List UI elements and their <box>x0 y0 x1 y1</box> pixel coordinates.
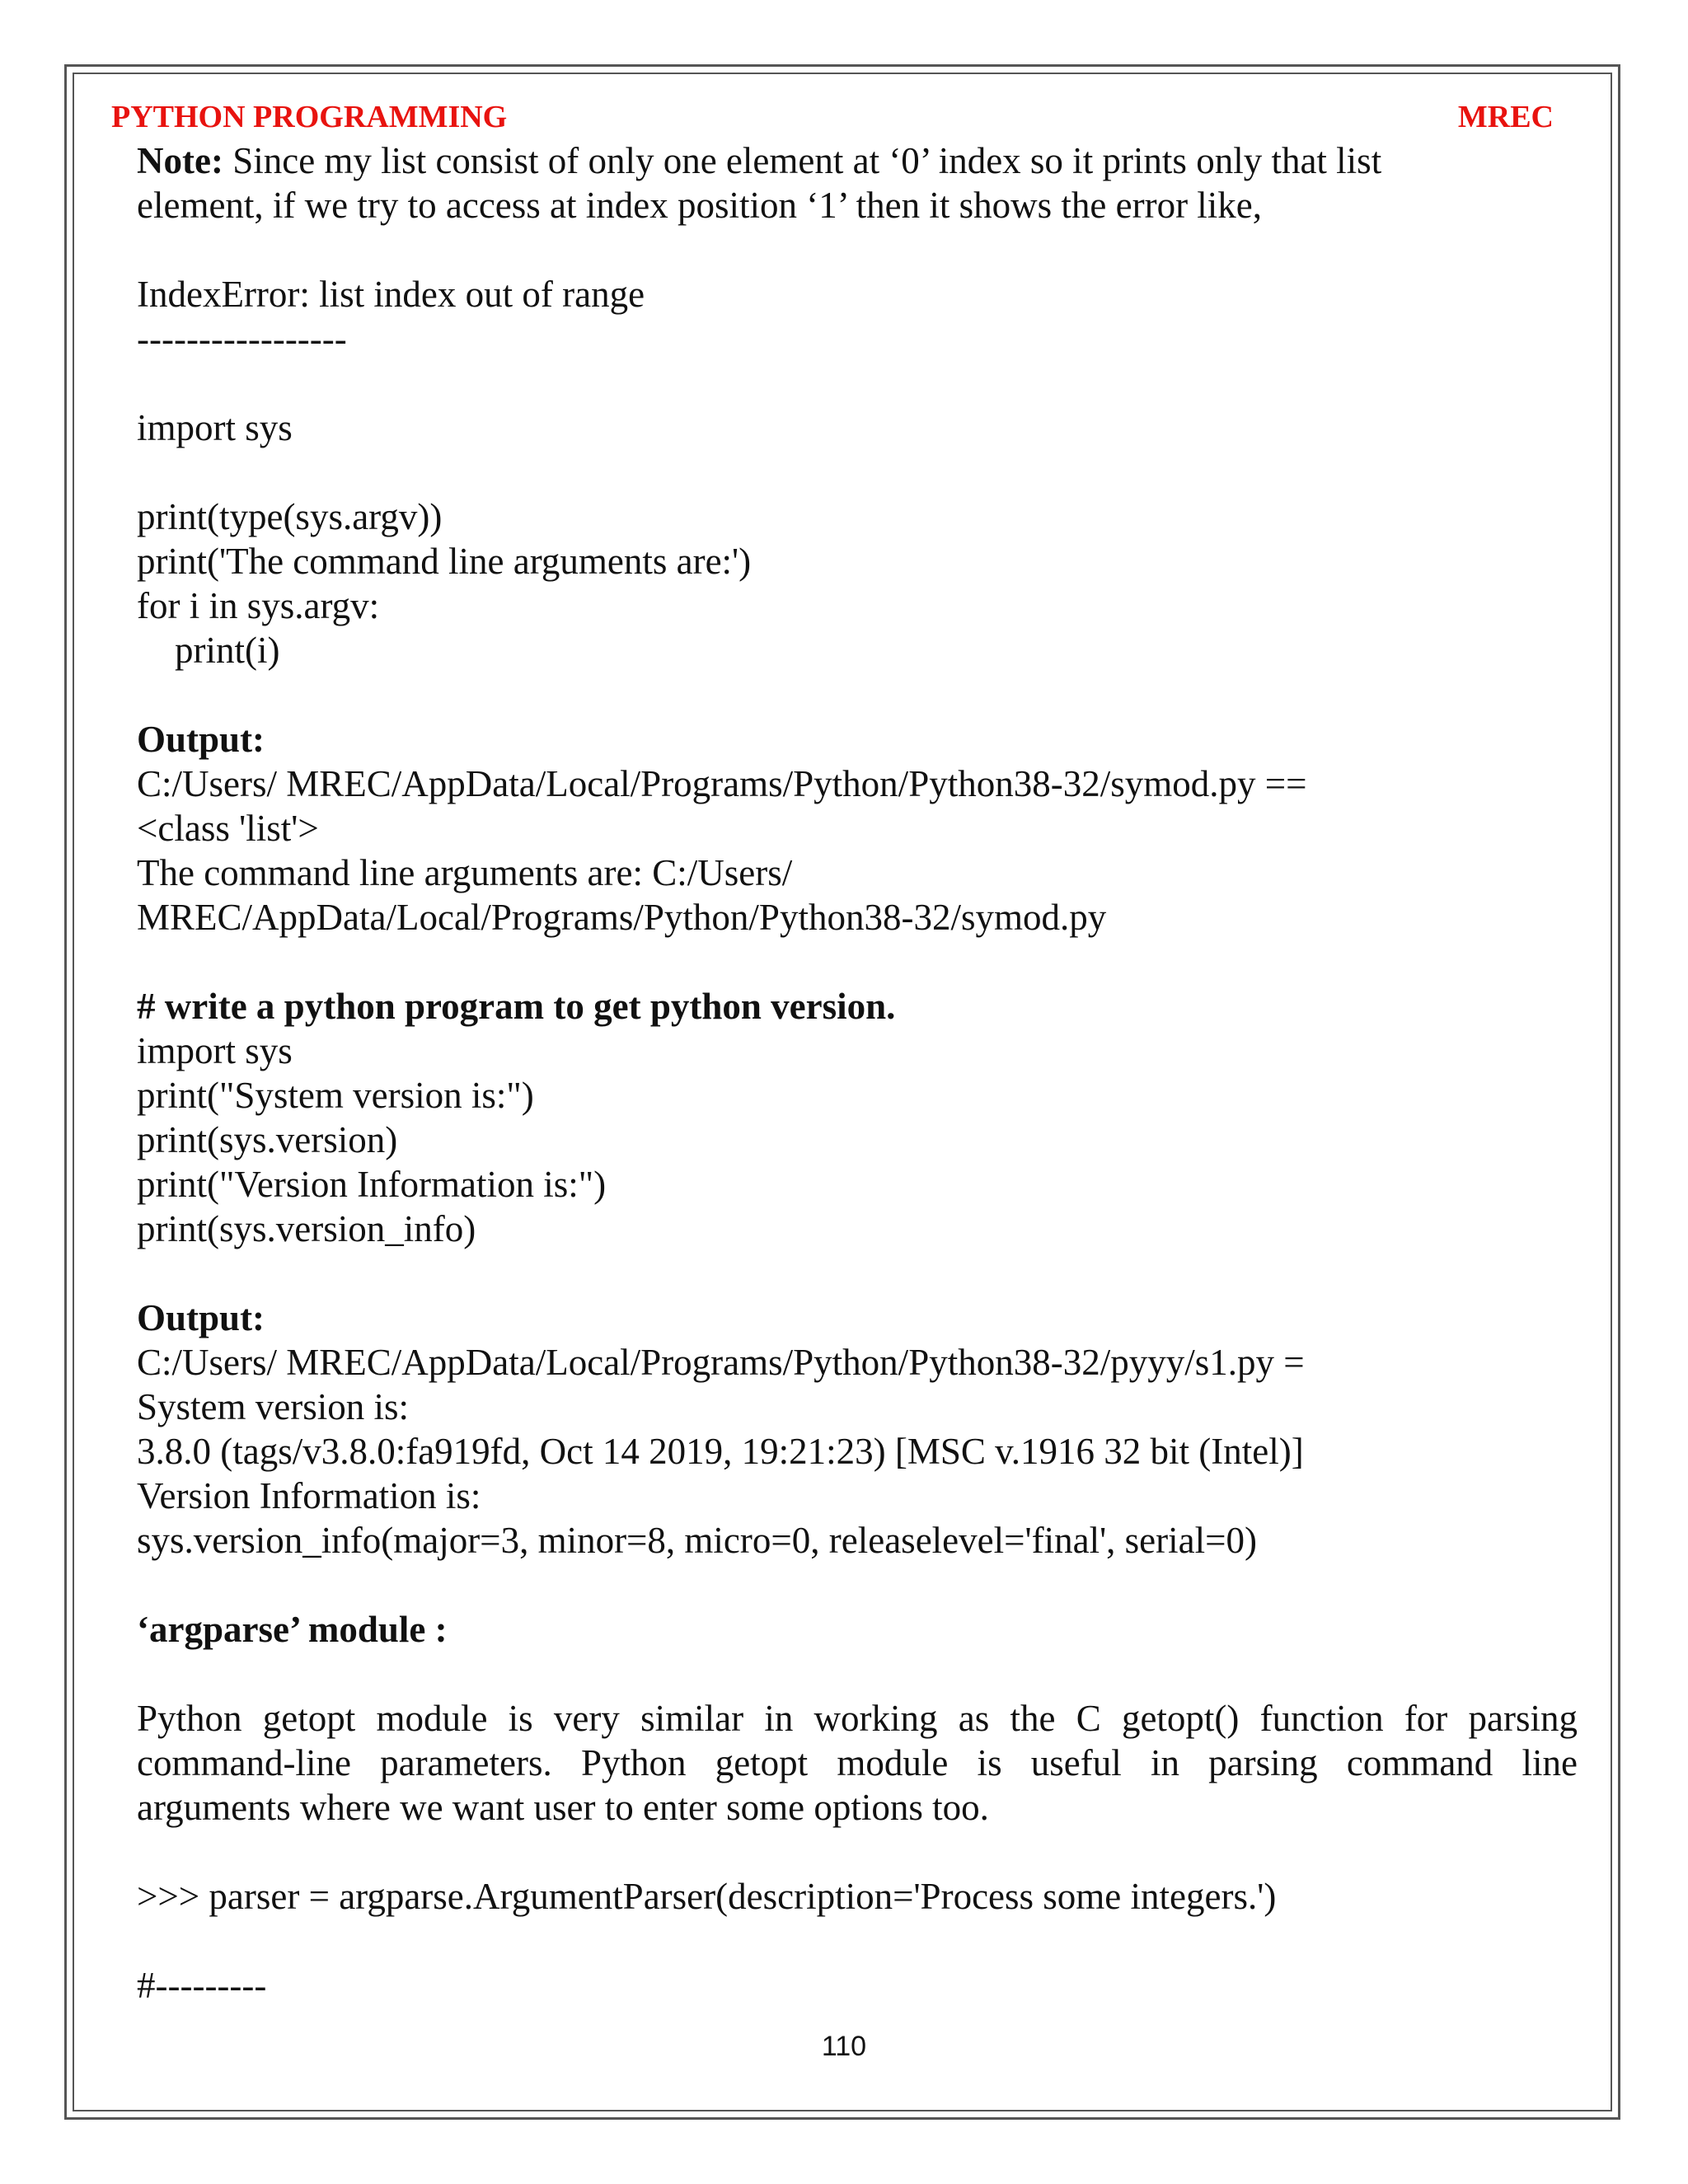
note-line-1 <box>137 138 1578 183</box>
code-line: print(type(sys.argv)) <box>137 496 443 537</box>
page-number: 110 <box>821 2031 867 2062</box>
output-label: Output: <box>137 1297 265 1338</box>
error-line: IndexError: list index out of range <box>137 274 645 315</box>
output-line: 3.8.0 (tags/v3.8.0:fa919fd, Oct 14 2019, 19:21:23) [MSC v.1916 32 bit (Intel)] <box>137 1431 1304 1472</box>
output-line: <class 'list'> <box>137 808 319 849</box>
code-line: print(sys.version_info) <box>137 1208 476 1249</box>
output-line: Version Information is: <box>137 1475 481 1516</box>
header-title: PYTHON PROGRAMMING <box>111 100 508 134</box>
code-line: print("Version Information is:") <box>137 1164 607 1205</box>
code-line: print(i) <box>175 630 280 671</box>
code-line: print('The command line arguments are:') <box>137 541 752 582</box>
output-line: C:/Users/ MREC/AppData/Local/Programs/Python/Python38-32/pyyy/s1.py = <box>137 1342 1305 1383</box>
note-line-2: element, if we try to access at index position ‘1’ then it shows the error like, <box>137 185 1263 226</box>
separator-line: #--------- <box>137 1965 267 2006</box>
dash-separator: ----------------- <box>137 318 347 359</box>
note-text-1: Since my list consist of only one element at ‘0’ index so it prints only that list <box>223 140 1382 181</box>
output-line: System version is: <box>137 1386 410 1427</box>
program-heading: # write a python program to get python version. <box>137 986 896 1027</box>
paragraph-line: Python getopt module is very similar in working as the C getopt() function for parsing <box>137 1698 1578 1739</box>
example-code: >>> parser = argparse.ArgumentParser(description='Process some integers.') <box>137 1876 1277 1917</box>
paragraph-line: arguments where we want user to enter some options too. <box>137 1787 989 1828</box>
output-line: sys.version_info(major=3, minor=8, micro=0, releaselevel='final', serial=0) <box>137 1520 1257 1561</box>
code-line: print(sys.version) <box>137 1119 398 1160</box>
output-line: The command line arguments are: C:/Users/ <box>137 852 793 893</box>
output-label: Output: <box>137 719 265 760</box>
note-label: Note: <box>137 140 223 181</box>
output-line: C:/Users/ MREC/AppData/Local/Programs/Python/Python38-32/symod.py == <box>137 763 1307 804</box>
code-line: for i in sys.argv: <box>137 585 380 626</box>
paragraph-line: command-line parameters. Python getopt module is useful in parsing command line <box>137 1742 1578 1783</box>
section-heading: ‘argparse’ module : <box>137 1609 448 1650</box>
header-institution: MREC <box>1457 100 1554 134</box>
code-line: import sys <box>137 407 293 448</box>
code-line: print("System version is:") <box>137 1075 534 1116</box>
page-header <box>111 99 1554 138</box>
output-line: MREC/AppData/Local/Programs/Python/Python38-32/symod.py <box>137 897 1107 938</box>
page-content <box>137 138 1578 2008</box>
code-line: import sys <box>137 1030 293 1071</box>
